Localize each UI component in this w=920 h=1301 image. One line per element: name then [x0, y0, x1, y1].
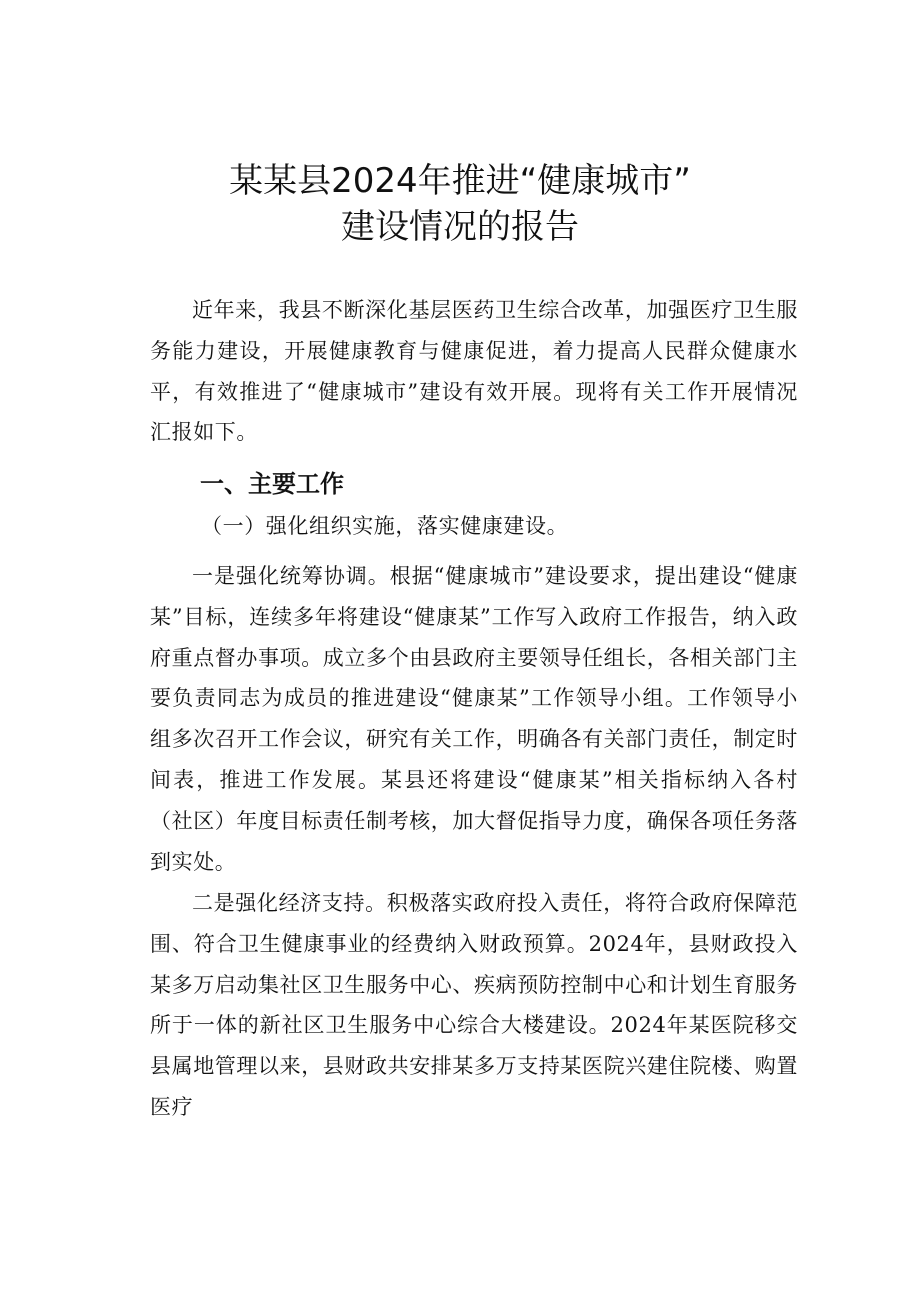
- paragraph-coordination: 一是强化统筹协调。根据“健康城市”建设要求，提出建设“健康某”目标，连续多年将建设“健康某”工作写入政府工作报告，纳入政府重点督办事项。成立多个由县政府主要领导任组长，各相关部门主要负责同志为成员的推进建设“健康某”工作领导小组。工作领导小组多次召开工作会议，研究有关工作，明确各有关部门责任，制定时间表，推进工作发展。某县还将建设“健康某”相关指标纳入各村（社区）年度目标责任制考核，加大督促指导力度，确保各项任务落到实处。: [150, 564, 798, 874]
- subsection-heading-organization: （一）强化组织实施，落实健康建设。: [201, 514, 569, 538]
- document-title-line-1: 某某县2024年推进“健康城市”: [229, 161, 691, 201]
- section-heading-main-work: 一、主要工作: [200, 470, 344, 498]
- document-title-line-2: 建设情况的报告: [341, 207, 579, 247]
- paragraph-economic-support: 二是强化经济支持。积极落实政府投入责任，将符合政府保障范围、符合卫生健康事业的经费纳入财政预算。2024年，县财政投入某多万启动集社区卫生服务中心、疾病预防控制中心和计划生育服务所于一体的新社区卫生服务中心综合大楼建设。2024年某医院移交县属地管理以来，县财政共安排某多万支持某医院兴建住院楼、购置医疗: [150, 891, 798, 1119]
- intro-paragraph: 近年来，我县不断深化基层医药卫生综合改革，加强医疗卫生服务能力建设，开展健康教育与健康促进，着力提高人民群众健康水平，有效推进了“健康城市”建设有效开展。现将有关工作开展情况汇报如下。: [150, 298, 798, 445]
